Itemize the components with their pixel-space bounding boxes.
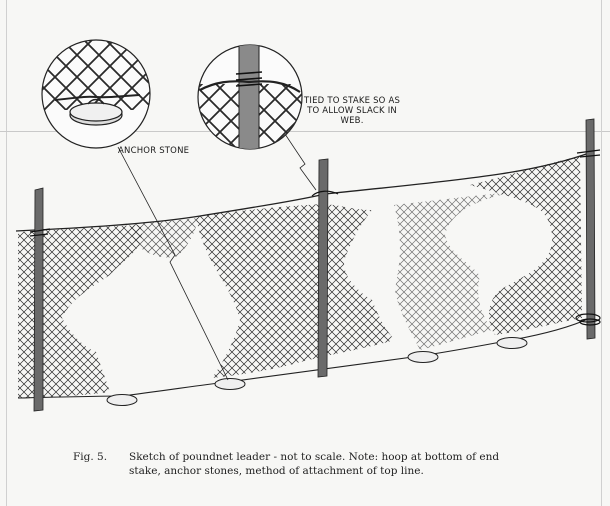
caption-text-line2: stake, anchor stones, method of attachment of top line. bbox=[129, 465, 424, 477]
anchor-stone-label: ANCHOR STONE bbox=[118, 146, 190, 156]
caption-text-line1: Sketch of poundnet leader - not to scale. Note: hoop at bottom of end bbox=[129, 451, 500, 463]
figure-caption bbox=[73, 450, 583, 478]
net-web bbox=[18, 156, 582, 398]
tied-label-line: WEB. bbox=[340, 116, 364, 126]
anchor-detail-circle bbox=[40, 40, 152, 148]
stake-tie-detail-circle bbox=[198, 44, 302, 154]
tied-label-line: TO ALLOW SLACK IN bbox=[307, 106, 397, 116]
figure-number: Fig. 5. bbox=[73, 451, 108, 463]
tied-label-line: TIED TO STAKE SO AS bbox=[304, 96, 401, 106]
tied-to-stake-label bbox=[304, 96, 400, 126]
